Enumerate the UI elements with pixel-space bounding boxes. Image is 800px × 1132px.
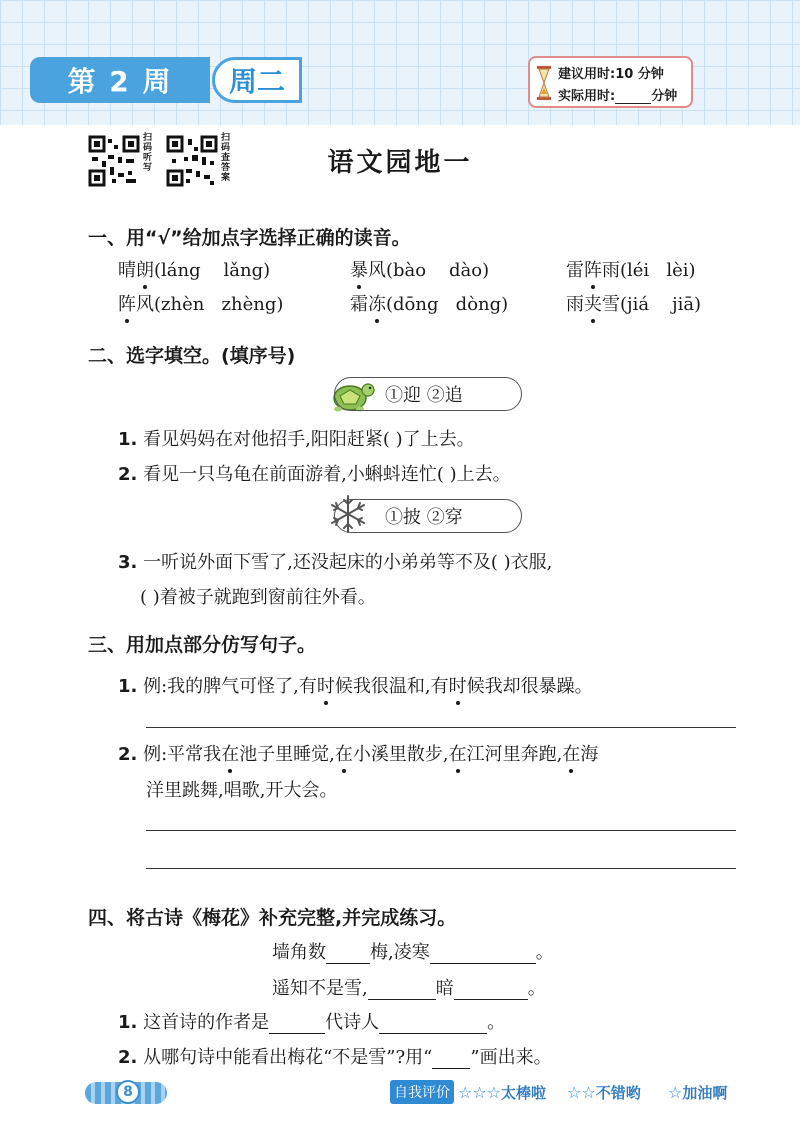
pinyin-option[interactable]: lǎng) <box>223 260 271 281</box>
pinyin-option[interactable]: lèi) <box>666 260 696 281</box>
actual-time-label: 实际用时: <box>558 89 616 104</box>
pinyin-option[interactable]: dòng) <box>455 294 509 315</box>
fill-question-3a: 3. 一听说外面下雪了,还没起床的小弟弟等不及( )衣服, <box>118 552 553 573</box>
page-number: 8 <box>116 1080 140 1104</box>
qr-caption-dictation: 扫码听写 <box>143 133 153 173</box>
self-eval-label: 自我评价 <box>390 1080 454 1104</box>
pinyin-item-5: 霜冻(dōng dòng) <box>350 290 508 316</box>
fill-question-3b: ( )着被子就跑到窗前往外看。 <box>140 587 376 608</box>
qr-caption-answers: 扫码查答案 <box>221 133 231 183</box>
pinyin-item-4: 阵风(zhèn zhèng) <box>118 290 283 316</box>
pinyin-option[interactable]: jiā) <box>671 294 702 315</box>
dotted-phrase: 有时候 <box>431 672 485 698</box>
dotted-char: 阵 <box>584 256 602 282</box>
actual-time-blank[interactable] <box>615 89 651 104</box>
imitate-example-2: 2. 例:平常我在池子里睡觉,在小溪里散步,在江河里奔跑,在海 <box>118 740 598 766</box>
poem-question-1: 1. 这首诗的作者是 代诗人 。 <box>118 1012 506 1033</box>
dotted-char: 在 <box>562 740 580 766</box>
star-icon: ☆☆☆ <box>458 1083 502 1102</box>
dotted-char: 在 <box>221 740 239 766</box>
pinyin-option[interactable]: (láng <box>154 260 201 281</box>
fill-question-2: 2. 看见一只乌龟在前面游着,小蝌蚪连忙( )上去。 <box>118 464 511 485</box>
section2-heading: 二、选字填空。(填序号) <box>88 345 296 367</box>
actual-time <box>558 85 677 104</box>
poem-blank[interactable] <box>454 981 528 1000</box>
dotted-char: 朗 <box>136 256 154 282</box>
day-badge: 周二 <box>212 57 302 103</box>
poem-blank[interactable] <box>430 945 536 964</box>
hourglass-icon <box>536 66 552 100</box>
dotted-char: 暴 <box>350 256 368 282</box>
pinyin-option[interactable]: (dōng <box>386 294 439 315</box>
eval-option-excellent[interactable]: ☆☆☆太棒啦 <box>458 1083 547 1102</box>
section4-heading: 四、将古诗《梅花》补充完整,并完成练习。 <box>88 907 457 929</box>
pinyin-item-3: 雷阵雨(léi lèi) <box>566 256 696 282</box>
underline-sample <box>432 1050 470 1069</box>
pinyin-option[interactable]: (jiá <box>620 294 650 315</box>
dotted-phrase: 有时候 <box>299 672 353 698</box>
imitate-example-1: 1. 例:我的脾气可怪了,有时候我很温和,有时候我却很暴躁。 <box>118 672 593 698</box>
pinyin-item-1: 晴朗(láng lǎng) <box>118 256 270 282</box>
dotted-char: 冻 <box>368 290 386 316</box>
actual-time-unit: 分钟 <box>651 89 678 104</box>
pinyin-item-2: 暴风(bào dào) <box>350 256 489 282</box>
dotted-char: 在 <box>449 740 467 766</box>
imitate-example-2-line2: 洋里跳舞,唱歌,开大会。 <box>146 780 338 801</box>
suggested-time: 建议用时:10 分钟 <box>558 67 664 82</box>
week-badge: 第 2 周 <box>30 57 210 103</box>
fill-question-1: 1. 看见妈妈在对他招手,阳阳赶紧( )了上去。 <box>118 429 475 450</box>
pinyin-option[interactable]: (léi <box>620 260 650 281</box>
page-title: 语文园地一 <box>327 148 473 178</box>
dotted-char: 在 <box>335 740 353 766</box>
pinyin-option[interactable]: (zhèn <box>154 294 205 315</box>
star-icon: ☆ <box>668 1083 683 1102</box>
word-choice-box-2: ①披 ②穿 <box>334 499 522 533</box>
poem-blank[interactable] <box>368 981 436 1000</box>
poem-line-2: 遥知不是雪, 暗 。 <box>272 978 546 999</box>
section3-heading: 三、用加点部分仿写句子。 <box>88 634 317 656</box>
pinyin-option[interactable]: zhèng) <box>221 294 284 315</box>
star-icon: ☆☆ <box>567 1083 596 1102</box>
pinyin-option[interactable]: (bào <box>386 260 427 281</box>
word-choice-box-1: ①迎 ②追 <box>334 377 522 411</box>
page-header <box>0 0 800 125</box>
dynasty-blank[interactable] <box>269 1015 325 1034</box>
pinyin-option[interactable]: dào) <box>449 260 490 281</box>
answer-line[interactable] <box>146 830 736 831</box>
poem-question-2: 2. 从哪句诗中能看出梅花“不是雪”?用“ ”画出来。 <box>118 1047 552 1068</box>
time-box <box>528 56 693 108</box>
poem-line-1: 墙角数 梅,凌寒 。 <box>272 942 554 963</box>
pinyin-item-6: 雨夹雪(jiá jiā) <box>566 290 701 316</box>
answer-line[interactable] <box>146 868 736 869</box>
poem-blank[interactable] <box>326 945 370 964</box>
dotted-char: 阵 <box>118 290 136 316</box>
dotted-char: 夹 <box>584 290 602 316</box>
section1-heading: 一、用“√”给加点字选择正确的读音。 <box>88 227 411 249</box>
eval-option-good[interactable]: ☆☆不错哟 <box>567 1083 641 1102</box>
answer-line[interactable] <box>146 727 736 728</box>
author-blank[interactable] <box>379 1015 487 1034</box>
eval-option-keep-going[interactable]: ☆加油啊 <box>668 1083 728 1102</box>
